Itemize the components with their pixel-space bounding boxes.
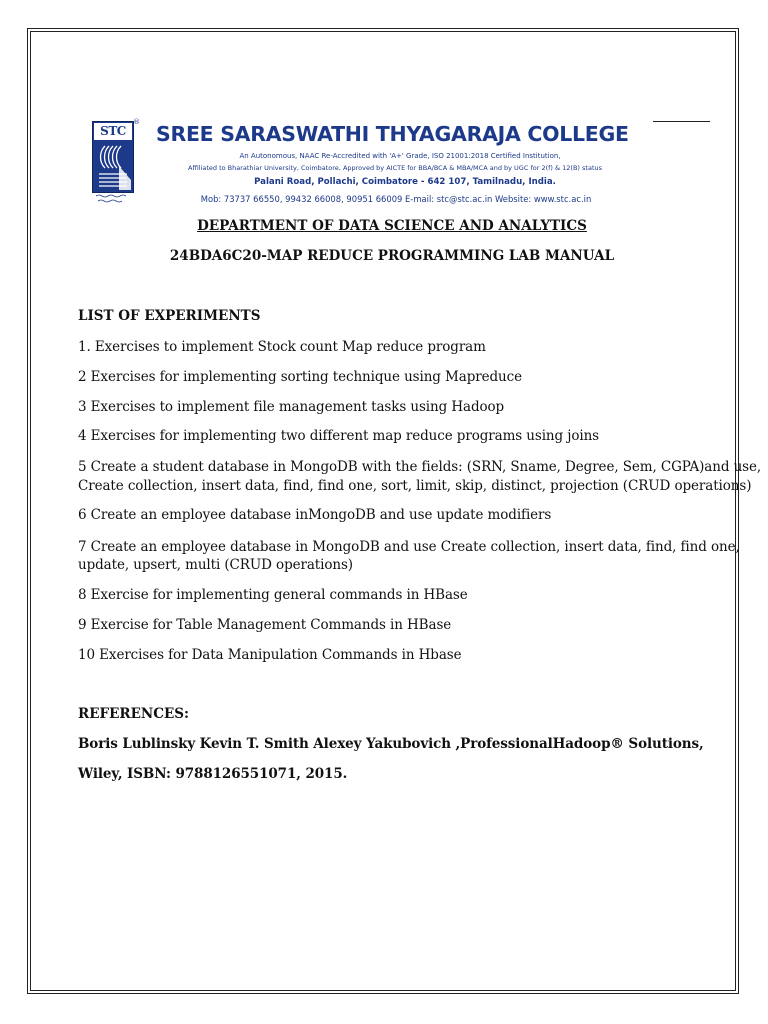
college-header: [90, 118, 650, 212]
reference-line: Boris Lublinsky Kevin T. Smith Alexey Yakubovich ,ProfessionalHadoop® Solutions,: [78, 736, 704, 752]
experiment-item: 7 Create an employee database in MongoDB and use Create collection, insert data, find, find one,: [78, 539, 740, 555]
experiment-item: 6 Create an employee database inMongoDB and use update modifiers: [78, 507, 552, 523]
contact-line: Mob: 73737 66550, 99432 66008, 90951 66009 E-mail: stc@stc.ac.in Website: www.stc.ac.in: [200, 194, 592, 204]
department-title: DEPARTMENT OF DATA SCIENCE AND ANALYTICS: [197, 218, 587, 234]
experiment-item: 3 Exercises to implement file management tasks using Hadoop: [78, 399, 505, 415]
top-rule: [653, 121, 710, 122]
experiment-item: 1. Exercises to implement Stock count Map reduce program: [78, 339, 486, 355]
experiment-item: 2 Exercises for implementing sorting technique using Mapreduce: [78, 369, 522, 385]
affiliation-line: Affiliated to Bharathiar University, Coimbatore, Approved by AICTE for BBA/BCA & MBA/MCA and by UGC for 2(f) & 12(B) status: [188, 164, 602, 172]
accreditation-line: An Autonomous, NAAC Re-Accredited with 'A+' Grade, ISO 21001:2018 Certified Institution,: [239, 152, 561, 160]
college-name: SREE SARASWATHI THYAGARAJA COLLEGE: [156, 122, 629, 146]
experiment-item-continued: update, upsert, multi (CRUD operations): [78, 557, 353, 573]
experiment-item: 10 Exercises for Data Manipulation Commands in Hbase: [78, 647, 462, 663]
logo-text: STC: [94, 123, 132, 141]
manual-title: 24BDA6C20-MAP REDUCE PROGRAMMING LAB MANUAL: [169, 248, 615, 264]
experiment-item: 4 Exercises for implementing two different map reduce programs using joins: [78, 428, 600, 444]
reference-line: Wiley, ISBN: 9788126551071, 2015.: [78, 766, 348, 782]
experiment-item-continued: Create collection, insert data, find, find one, sort, limit, skip, distinct, projection (CRUD operations): [78, 478, 752, 494]
experiment-item: 5 Create a student database in MongoDB with the fields: (SRN, Sname, Degree, Sem, CGPA)and use,: [78, 459, 762, 475]
experiment-item: 9 Exercise for Table Management Commands in HBase: [78, 617, 452, 633]
registered-mark: ®: [133, 118, 140, 126]
logo-emblem-icon: [93, 122, 133, 192]
references-heading: REFERENCES:: [78, 706, 189, 722]
logo-subscript-icon: [92, 193, 136, 206]
experiments-heading: LIST OF EXPERIMENTS: [78, 308, 261, 324]
address-line: Palani Road, Pollachi, Coimbatore - 642 107, Tamilnadu, India.: [254, 177, 556, 187]
logo-emblem: [92, 121, 134, 193]
experiment-item: 8 Exercise for implementing general commands in HBase: [78, 587, 468, 603]
college-logo: [92, 118, 140, 207]
